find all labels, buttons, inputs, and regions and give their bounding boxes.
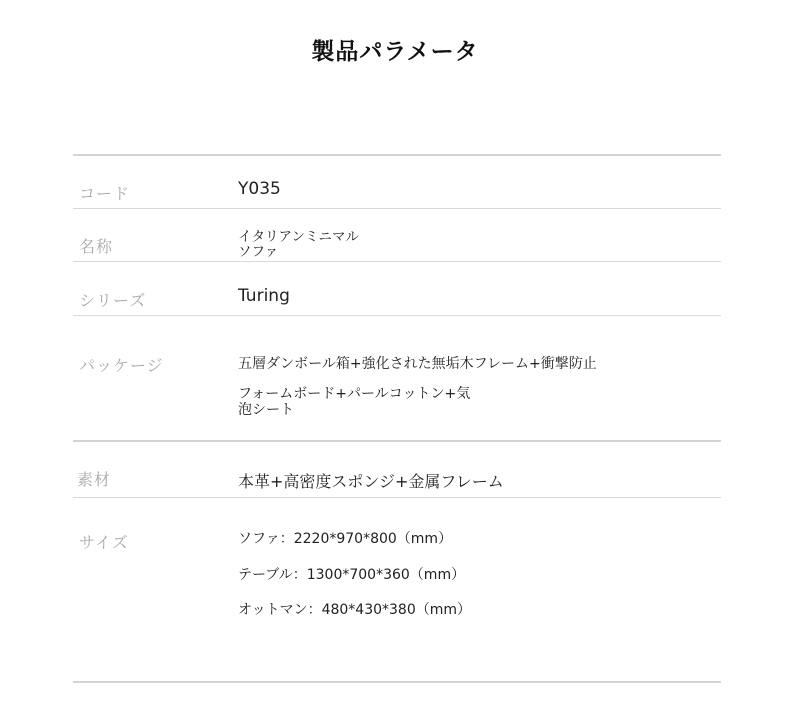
divider: [73, 154, 721, 156]
spec-value-name-line1: イタリアンミニマル: [238, 229, 359, 245]
spec-value-package-rest: [238, 386, 470, 418]
divider: [73, 261, 721, 262]
spec-value-package-line2: フォームボード+パールコットン+気: [238, 386, 471, 402]
spec-value-package-line3: 泡シート: [238, 402, 294, 418]
spec-label-code: コード: [79, 184, 131, 203]
divider: [73, 208, 721, 209]
spec-value-material: 本革+高密度スポンジ+金属フレーム: [238, 472, 504, 491]
spec-value-size-ottoman: オットマン：480*430*380（mm）: [238, 602, 472, 618]
spec-value-name: [238, 230, 359, 260]
spec-label-size: サイズ: [79, 533, 129, 552]
spec-label-name: 名称: [79, 237, 114, 256]
divider: [73, 497, 721, 498]
spec-value-size-sofa: ソファ：2220*970*800（mm）: [238, 531, 453, 547]
spec-value-name-line2: ソファ: [238, 244, 279, 260]
spec-value-code: Y035: [238, 179, 281, 199]
divider: [73, 681, 721, 683]
page-title: 製品パラメータ: [311, 39, 479, 65]
divider: [73, 315, 721, 316]
divider: [73, 440, 721, 442]
spec-label-series: シリーズ: [79, 291, 147, 310]
spec-value-series: Turing: [238, 286, 290, 306]
spec-value-size-table: テーブル：1300*700*360（mm）: [238, 567, 466, 583]
spec-label-material: 素材: [77, 470, 112, 489]
spec-value-package-line1: 五層ダンボール箱+強化された無垢木フレーム+衝撃防止: [238, 356, 597, 372]
spec-label-package: パッケージ: [79, 356, 164, 375]
